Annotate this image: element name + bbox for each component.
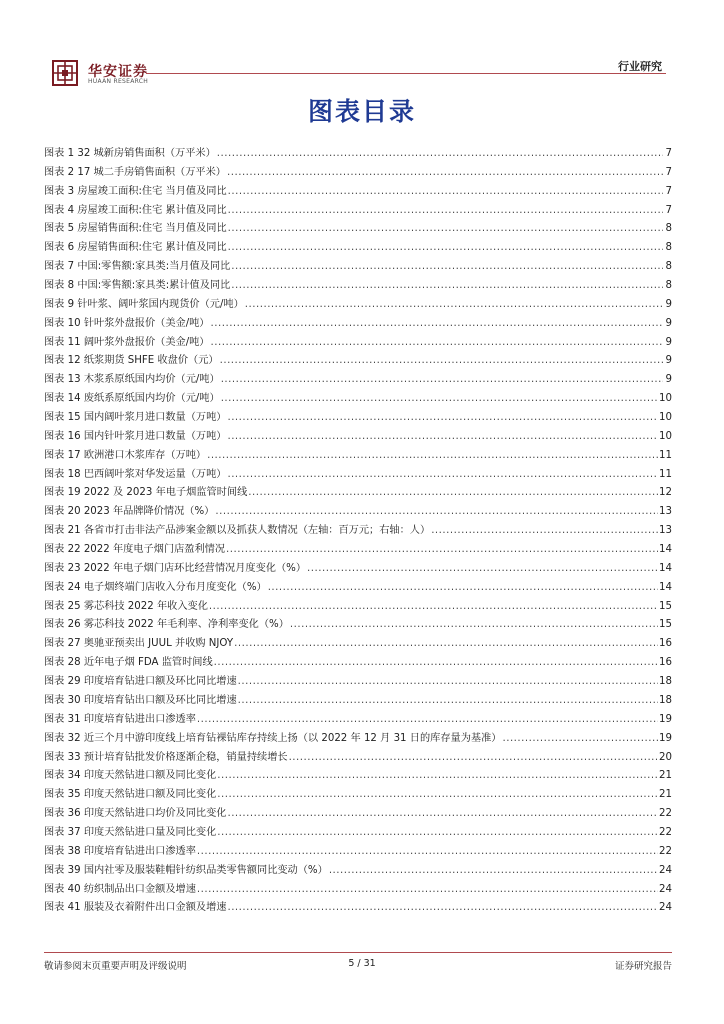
toc-entry-page: 14 xyxy=(659,544,672,556)
toc-entry-label: 图表 20 2023 年品牌降价情况（%） xyxy=(44,506,215,518)
toc-entry[interactable] xyxy=(44,296,672,315)
toc-entry-page: 13 xyxy=(659,506,672,518)
toc-entry-label: 图表 13 木浆系原纸国内均价（元/吨） xyxy=(44,374,220,386)
toc-entry[interactable] xyxy=(44,371,672,390)
toc-entry[interactable] xyxy=(44,466,672,485)
toc-leader-dots xyxy=(228,183,663,202)
toc-leader-dots xyxy=(226,541,658,560)
toc-entry[interactable] xyxy=(44,654,672,673)
report-type: 证券研究报告 xyxy=(614,961,672,972)
toc-entry-page: 20 xyxy=(659,751,672,763)
toc-leader-dots xyxy=(209,598,658,617)
toc-entry-page: 13 xyxy=(659,525,672,537)
toc-entry-page: 24 xyxy=(659,864,672,876)
toc-leader-dots xyxy=(245,296,663,315)
toc-entry[interactable] xyxy=(44,239,672,258)
toc-leader-dots xyxy=(227,164,663,183)
toc-entry-page: 9 xyxy=(665,355,672,367)
toc-leader-dots xyxy=(221,371,663,390)
toc-entry-label: 图表 29 印度培育钻进口额及环比同比增速 xyxy=(44,676,237,688)
toc-entry[interactable] xyxy=(44,503,672,522)
toc-entry[interactable] xyxy=(44,824,672,843)
toc-entry-label: 图表 36 印度天然钻进口均价及同比变化 xyxy=(44,808,227,820)
toc-leader-dots xyxy=(238,673,658,692)
toc-leader-dots xyxy=(307,560,658,579)
toc-entry-label: 图表 16 国内针叶浆月进口数量（万吨） xyxy=(44,430,227,442)
toc-entry-label: 图表 8 中国:零售额:家具类:累计值及同比 xyxy=(44,280,231,292)
toc-entry[interactable] xyxy=(44,881,672,900)
toc-entry-page: 8 xyxy=(665,280,672,292)
toc-entry-label: 图表 7 中国:零售额:家具类:当月值及同比 xyxy=(44,261,231,273)
toc-entry-page: 8 xyxy=(665,242,672,254)
toc-entry-page: 9 xyxy=(665,336,672,348)
toc-entry[interactable] xyxy=(44,560,672,579)
toc-entry-page: 22 xyxy=(659,826,672,838)
toc-entry-page: 9 xyxy=(665,374,672,386)
toc-entry-page: 10 xyxy=(659,430,672,442)
toc-entry-page: 11 xyxy=(659,449,672,461)
toc-leader-dots xyxy=(228,239,663,258)
brand-name-cn: 华安证券 xyxy=(88,64,148,80)
toc-entry-label: 图表 5 房屋销售面积:住宅 当月值及同比 xyxy=(44,223,227,235)
toc-entry-label: 图表 3 房屋竣工面积:住宅 当月值及同比 xyxy=(44,185,227,197)
toc-entry-label: 图表 19 2022 及 2023 年电子烟监管时间线 xyxy=(44,487,248,499)
toc-leader-dots xyxy=(197,843,658,862)
toc-leader-dots xyxy=(431,522,658,541)
toc-leader-dots xyxy=(227,409,658,428)
footer-disclaimer: 敬请参阅末页重要声明及评级说明 xyxy=(44,961,187,972)
toc-entry-page: 7 xyxy=(665,204,672,216)
toc-leader-dots xyxy=(502,730,658,749)
toc-entry-page: 12 xyxy=(659,487,672,499)
toc-entry-page: 9 xyxy=(665,298,672,310)
toc-entry-page: 15 xyxy=(659,619,672,631)
toc-leader-dots xyxy=(211,315,664,334)
toc-leader-dots xyxy=(221,390,658,409)
toc-entry[interactable] xyxy=(44,447,672,466)
toc-leader-dots xyxy=(217,767,658,786)
toc-entry[interactable] xyxy=(44,428,672,447)
toc-entry-label: 图表 30 印度培育钻出口额及环比同比增速 xyxy=(44,694,237,706)
toc-entry-label: 图表 22 2022 年度电子烟门店盈利情况 xyxy=(44,544,226,556)
toc-leader-dots xyxy=(329,862,658,881)
section-label: 行业研究 xyxy=(618,60,662,73)
toc-entry-page: 24 xyxy=(659,883,672,895)
toc-entry[interactable] xyxy=(44,749,672,768)
toc-entry-label: 图表 28 近年电子烟 FDA 监管时间线 xyxy=(44,657,213,669)
header-divider xyxy=(146,73,666,74)
toc-entry[interactable] xyxy=(44,352,672,371)
toc-leader-dots xyxy=(231,277,663,296)
toc-entry-label: 图表 34 印度天然钻进口额及同比变化 xyxy=(44,770,217,782)
toc-entry-label: 图表 10 针叶浆外盘报价（美金/吨） xyxy=(44,317,210,329)
toc-entry-label: 图表 4 房屋竣工面积:住宅 累计值及同比 xyxy=(44,204,227,216)
toc-entry-label: 图表 24 电子烟终端门店收入分布月度变化（%） xyxy=(44,581,267,593)
toc-leader-dots xyxy=(217,786,658,805)
toc-entry-label: 图表 14 废纸系原纸国内均价（元/吨） xyxy=(44,393,220,405)
toc-entry[interactable] xyxy=(44,730,672,749)
toc-entry[interactable] xyxy=(44,673,672,692)
toc-entry-page: 10 xyxy=(659,412,672,424)
toc-entry[interactable] xyxy=(44,522,672,541)
toc-leader-dots xyxy=(227,466,658,485)
toc-entry-page: 18 xyxy=(659,694,672,706)
toc-entry-label: 图表 15 国内阔叶浆月进口数量（万吨） xyxy=(44,412,227,424)
toc-entry[interactable] xyxy=(44,616,672,635)
brand-name-en: HUAAN RESEARCH xyxy=(88,78,149,85)
toc-entry[interactable] xyxy=(44,843,672,862)
toc-entry-page: 14 xyxy=(659,581,672,593)
toc-entry-page: 10 xyxy=(659,393,672,405)
toc-entry-page: 16 xyxy=(659,638,672,650)
toc-leader-dots xyxy=(234,635,658,654)
toc-entry[interactable] xyxy=(44,579,672,598)
toc-entry[interactable] xyxy=(44,277,672,296)
toc-leader-dots xyxy=(227,805,658,824)
toc-entry[interactable] xyxy=(44,390,672,409)
toc-entry-page: 18 xyxy=(659,676,672,688)
toc-entry-label: 图表 2 17 城二手房销售面积（万平米） xyxy=(44,166,226,178)
toc-entry[interactable] xyxy=(44,484,672,503)
toc-entry-label: 图表 23 2022 年电子烟门店环比经营情况月度变化（%） xyxy=(44,562,307,574)
toc-entry-label: 图表 37 印度天然钻进口量及同比变化 xyxy=(44,826,217,838)
toc-entry[interactable] xyxy=(44,805,672,824)
toc-entry-label: 图表 33 预计培育钻批发价格逐渐企稳，销量持续增长 xyxy=(44,751,288,763)
toc-entry[interactable] xyxy=(44,767,672,786)
toc-leader-dots xyxy=(289,749,658,768)
toc-entry-label: 图表 12 纸浆期货 SHFE 收盘价（元） xyxy=(44,355,219,367)
toc-entry[interactable] xyxy=(44,164,672,183)
toc-leader-dots xyxy=(211,334,664,353)
toc-entry[interactable] xyxy=(44,409,672,428)
toc-entry[interactable] xyxy=(44,315,672,334)
toc-entry[interactable] xyxy=(44,598,672,617)
page-number: 5 / 31 xyxy=(348,958,376,969)
footer-divider xyxy=(44,952,672,953)
toc-entry[interactable] xyxy=(44,711,672,730)
toc-entry-label: 图表 40 纺织制品出口金额及增速 xyxy=(44,883,196,895)
toc-entry-page: 22 xyxy=(659,808,672,820)
toc-entry[interactable] xyxy=(44,220,672,239)
toc-entry-label: 图表 32 近三个月中游印度线上培育钻裸钻库存持续上扬（以 2022 年 12 月 31 日的库存量为基准） xyxy=(44,732,502,744)
toc-leader-dots xyxy=(207,447,658,466)
toc-leader-dots xyxy=(227,428,658,447)
toc-entry-page: 19 xyxy=(659,713,672,725)
toc-entry-label: 图表 11 阔叶浆外盘报价（美金/吨） xyxy=(44,336,210,348)
toc-entry[interactable] xyxy=(44,692,672,711)
toc-entry-page: 14 xyxy=(659,562,672,574)
toc-entry-page: 7 xyxy=(665,185,672,197)
toc-entry[interactable] xyxy=(44,786,672,805)
toc-entry-label: 图表 1 32 城新房销售面积（万平米） xyxy=(44,148,216,159)
toc-entry-page: 11 xyxy=(659,468,672,480)
toc-entry-label: 图表 25 雾芯科技 2022 年收入变化 xyxy=(44,600,208,612)
toc-leader-dots xyxy=(197,881,658,900)
toc-entry-page: 21 xyxy=(659,770,672,782)
toc-leader-dots xyxy=(220,352,663,371)
toc-leader-dots xyxy=(227,899,658,918)
toc-leader-dots xyxy=(217,824,658,843)
toc-entry-page: 24 xyxy=(659,902,672,914)
toc-entry-label: 图表 31 印度培育钻进出口渗透率 xyxy=(44,713,196,725)
toc-entry[interactable] xyxy=(44,899,672,918)
toc-entry-label: 图表 9 针叶浆、阔叶浆国内现货价（元/吨） xyxy=(44,298,244,310)
toc-entry-page: 16 xyxy=(659,657,672,669)
huaan-logo-icon xyxy=(52,60,78,86)
toc-entry[interactable] xyxy=(44,183,672,202)
toc-entry-page: 22 xyxy=(659,845,672,857)
toc-entry[interactable] xyxy=(44,635,672,654)
page-header xyxy=(52,58,672,92)
toc-entry-label: 图表 39 国内社零及服装鞋帽针纺织品类零售额同比变动（%） xyxy=(44,864,328,876)
toc-entry-page: 7 xyxy=(665,148,672,159)
toc-entry-label: 图表 38 印度培育钻进出口渗透率 xyxy=(44,845,196,857)
toc-entry-page: 7 xyxy=(665,166,672,178)
toc-leader-dots xyxy=(228,220,663,239)
toc-leader-dots xyxy=(214,654,658,673)
toc-entry[interactable] xyxy=(44,334,672,353)
toc-entry[interactable] xyxy=(44,541,672,560)
toc-entry-label: 图表 26 雾芯科技 2022 年毛利率、净利率变化（%） xyxy=(44,619,289,631)
toc-leader-dots xyxy=(248,484,658,503)
toc-leader-dots xyxy=(197,711,658,730)
toc-leader-dots xyxy=(231,258,663,277)
toc-leader-dots xyxy=(217,145,663,164)
toc-leader-dots xyxy=(238,692,658,711)
toc-entry-label: 图表 6 房屋销售面积:住宅 累计值及同比 xyxy=(44,242,227,254)
toc-entry[interactable] xyxy=(44,258,672,277)
toc-entry-label: 图表 21 各省市打击非法产品涉案金额以及抓获人数情况（左轴：百万元；右轴：人） xyxy=(44,525,431,537)
toc-entry-page: 19 xyxy=(659,732,672,744)
toc-entry-page: 15 xyxy=(659,600,672,612)
page-title: 图表目录 xyxy=(307,97,416,126)
toc-entry[interactable] xyxy=(44,145,672,164)
toc-entry[interactable] xyxy=(44,862,672,881)
toc-entry-label: 图表 35 印度天然钻进口额及同比变化 xyxy=(44,789,217,801)
table-of-figures xyxy=(44,145,672,918)
toc-leader-dots xyxy=(268,579,658,598)
toc-entry-page: 21 xyxy=(659,789,672,801)
toc-entry-label: 图表 17 欧洲港口木浆库存（万吨） xyxy=(44,449,207,461)
toc-entry-page: 9 xyxy=(665,317,672,329)
toc-leader-dots xyxy=(215,503,658,522)
toc-leader-dots xyxy=(228,202,663,221)
toc-leader-dots xyxy=(290,616,658,635)
toc-entry[interactable] xyxy=(44,202,672,221)
toc-entry-label: 图表 27 奥驰亚预卖出 JUUL 并收购 NJOY xyxy=(44,638,234,650)
toc-entry-label: 图表 18 巴西阔叶浆对华发运量（万吨） xyxy=(44,468,227,480)
toc-entry-page: 8 xyxy=(665,261,672,273)
toc-entry-page: 8 xyxy=(665,223,672,235)
toc-entry-label: 图表 41 服装及衣着附件出口金额及增速 xyxy=(44,902,227,914)
